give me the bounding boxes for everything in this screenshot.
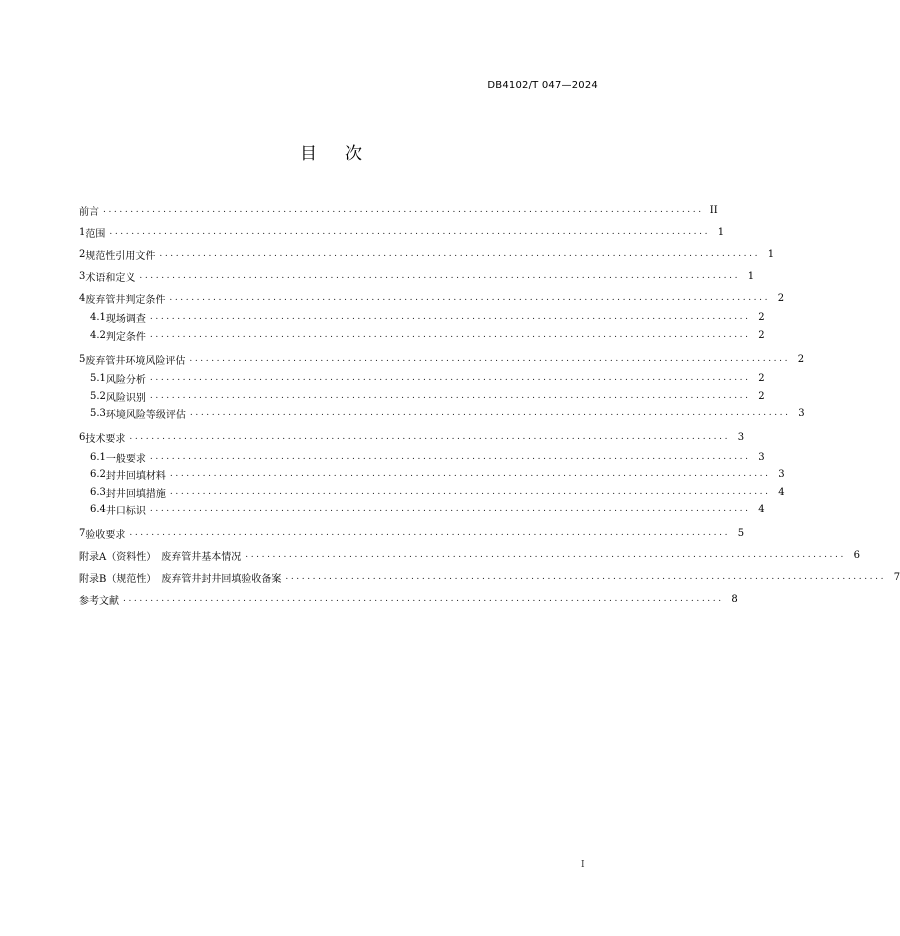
toc-leader-dots: .............................................................................................................. xyxy=(149,451,751,462)
toc-leader-dots: .............................................................................................................. xyxy=(149,312,751,323)
toc-page: 2 xyxy=(758,329,765,341)
toc-item-5-3[interactable] xyxy=(79,405,805,423)
toc-number: 4.2 xyxy=(90,329,106,341)
toc-page: 3 xyxy=(778,469,785,481)
toc-page: 3 xyxy=(798,408,805,420)
toc-label: 风险分析 xyxy=(105,375,146,387)
toc-label: 技术要求 xyxy=(85,434,126,445)
toc-number: 5.1 xyxy=(90,373,106,385)
toc-number: 6.3 xyxy=(90,486,106,498)
toc-item-terms[interactable] xyxy=(79,265,755,287)
toc-item-section-5[interactable] xyxy=(79,348,805,370)
toc-item-5-1[interactable] xyxy=(79,370,765,388)
toc-number: 6.1 xyxy=(90,451,106,463)
toc-leader-dots: .............................................................................................................. xyxy=(169,486,771,497)
toc-leader-dots: .............................................................................................................. xyxy=(149,373,751,384)
toc-page: 5 xyxy=(737,528,745,539)
toc-item-scope[interactable] xyxy=(79,221,725,243)
toc-page: 7 xyxy=(893,572,900,583)
toc-leader-dots: .............................................................................................................. xyxy=(103,204,704,215)
toc-leader-dots: .............................................................................................................. xyxy=(285,572,887,582)
toc-item-6-1[interactable] xyxy=(79,449,765,467)
toc-number: 6.2 xyxy=(90,469,106,481)
toc-page: II xyxy=(709,204,718,216)
toc-item-6-2[interactable] xyxy=(79,466,785,484)
toc-page: 1 xyxy=(717,226,725,238)
toc-label: 附录B（规范性） 废弃管井封井回填验收备案 xyxy=(79,574,282,585)
toc-page: 4 xyxy=(758,504,765,516)
toc-label: 废弃管井环境风险评估 xyxy=(85,355,186,367)
toc-label: 验收要求 xyxy=(85,530,126,541)
toc-leader-dots: .............................................................................................................. xyxy=(189,408,791,419)
table-of-contents xyxy=(79,199,900,611)
toc-leader-dots: .............................................................................................................. xyxy=(139,270,741,281)
toc-item-5-2[interactable] xyxy=(79,388,765,406)
toc-leader-dots: .............................................................................................................. xyxy=(189,353,791,364)
toc-leader-dots: .............................................................................................................. xyxy=(169,469,771,480)
toc-page: 2 xyxy=(758,390,765,402)
toc-label: 判定条件 xyxy=(105,331,146,343)
toc-label: 前言 xyxy=(79,206,99,218)
toc-item-section-6[interactable] xyxy=(79,427,745,449)
toc-number: 4 xyxy=(79,292,86,304)
toc-label: 一般要求 xyxy=(105,453,146,465)
toc-number: 6 xyxy=(79,432,86,443)
toc-label: 环境风险等级评估 xyxy=(105,410,186,422)
toc-item-appendix-b[interactable] xyxy=(79,567,900,589)
toc-number: 3 xyxy=(79,270,86,282)
toc-number: 7 xyxy=(79,528,86,539)
toc-page: 2 xyxy=(758,373,765,385)
toc-label: 规范性引用文件 xyxy=(85,250,156,262)
toc-label: 参考文献 xyxy=(79,596,119,607)
toc-label: 封井回填措施 xyxy=(105,488,166,500)
toc-page: 2 xyxy=(777,292,785,304)
toc-number: 2 xyxy=(79,248,86,260)
toc-item-section-4[interactable] xyxy=(79,287,785,309)
toc-label: 封井回填材料 xyxy=(105,471,166,483)
toc-label: 范围 xyxy=(85,228,106,240)
toc-number: 5.2 xyxy=(90,390,106,402)
toc-number: 5 xyxy=(79,353,86,365)
toc-item-4-2[interactable] xyxy=(79,327,765,345)
toc-page: 1 xyxy=(747,270,755,282)
toc-item-section-7[interactable] xyxy=(79,523,745,545)
toc-number: 4.1 xyxy=(90,312,106,324)
document-code: DB4102/T 047—2024 xyxy=(487,80,598,91)
toc-label: 风险识别 xyxy=(105,392,146,404)
toc-page: 8 xyxy=(731,594,738,605)
toc-label: 现场调查 xyxy=(105,314,146,326)
toc-item-normative-references[interactable] xyxy=(79,243,775,265)
toc-item-6-3[interactable] xyxy=(79,484,785,502)
toc-item-references[interactable] xyxy=(79,589,738,611)
toc-label: 术语和定义 xyxy=(85,272,136,284)
toc-item-appendix-a[interactable] xyxy=(79,545,860,567)
toc-leader-dots: .............................................................................................................. xyxy=(149,329,751,340)
toc-page: 3 xyxy=(758,451,765,463)
toc-label: 废弃管井判定条件 xyxy=(85,294,166,306)
toc-item-4-1[interactable] xyxy=(79,309,765,327)
toc-page: 2 xyxy=(797,353,805,365)
page-title: 目次 xyxy=(300,144,390,164)
toc-leader-dots: .............................................................................................................. xyxy=(149,504,751,515)
toc-leader-dots: .............................................................................................................. xyxy=(159,248,761,259)
toc-leader-dots: .............................................................................................................. xyxy=(245,550,846,560)
toc-page: 4 xyxy=(778,486,785,498)
toc-leader-dots: .............................................................................................................. xyxy=(123,594,724,604)
toc-label: 井口标识 xyxy=(105,506,146,518)
page-number: I xyxy=(581,860,585,870)
toc-number: 5.3 xyxy=(90,408,106,420)
toc-page: 2 xyxy=(758,312,765,324)
toc-label: 附录A（资料性） 废弃管井基本情况 xyxy=(79,552,242,563)
toc-leader-dots: .............................................................................................................. xyxy=(169,292,771,303)
toc-leader-dots: .............................................................................................................. xyxy=(149,390,751,401)
toc-page: 1 xyxy=(767,248,775,260)
toc-page: 6 xyxy=(853,550,860,561)
toc-page: 3 xyxy=(737,432,745,443)
toc-leader-dots: .............................................................................................................. xyxy=(129,528,731,538)
toc-number: 6.4 xyxy=(90,504,106,516)
toc-item-foreword[interactable] xyxy=(79,199,718,221)
toc-number: 1 xyxy=(79,226,86,238)
toc-item-6-4[interactable] xyxy=(79,501,765,519)
toc-leader-dots: .............................................................................................................. xyxy=(129,432,731,442)
toc-leader-dots: .............................................................................................................. xyxy=(109,226,711,237)
